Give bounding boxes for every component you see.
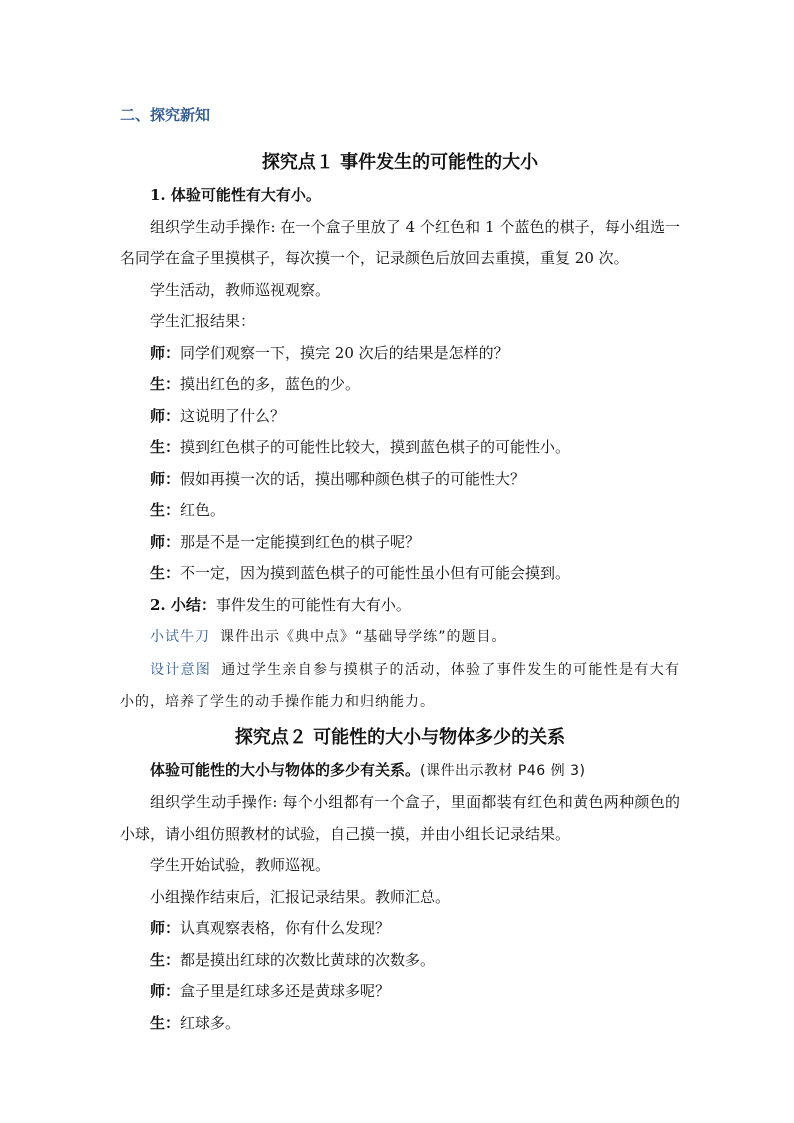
part1-summary [120, 590, 680, 622]
dialog-text: 那是不是一定能摸到红色的棋子呢？ [180, 532, 421, 551]
part1-report: 学生汇报结果： [150, 312, 256, 330]
part2-title: 探究点２ 可能性的大小与物体多少的关系 [234, 726, 566, 748]
dialog-text: 都是摸出红球的次数比黄球的次数多。 [180, 950, 436, 969]
speaker-teacher: 师： [150, 406, 181, 425]
dialog-line [120, 945, 680, 977]
dialog-line [120, 338, 680, 370]
dialog-text: 红色。 [180, 501, 226, 519]
dialog-line [120, 558, 680, 590]
speaker-teacher: 师： [150, 532, 181, 551]
part2-start: 学生开始试验，教师巡视。 [150, 856, 331, 874]
dialog-text: 摸到红色棋子的可能性比较大，摸到蓝色棋子的可能性小。 [180, 438, 571, 456]
dialog-line [120, 976, 680, 1008]
dialog-text: 同学们观察一下，摸完 20 次后的结果是怎样的？ [180, 343, 509, 362]
summary-text: 事件发生的可能性有大有小。 [215, 595, 411, 614]
part2-operation: 组织学生动手操作: 每个小组都有一个盒子，里面都装有红色和黄色两种颜色的小球，请小组仿照教材的试验，自己摸一摸，并由小组长记录结果。 [120, 793, 680, 843]
design-intent [120, 654, 680, 719]
speaker-student: 生： [150, 438, 181, 456]
part2-point-ref: (课件出示教材 P46 例 3) [420, 762, 586, 779]
part1-operation: 组织学生动手操作: 在一个盒子里放了 4 个红色和 1 个蓝色的棋子，每小组选一名同学在盒子里摸棋子，每次摸一个，记录颜色后放回去重摸，重复 20 次。 [120, 217, 680, 267]
part2-point [120, 755, 680, 788]
dialog-text: 摸出红色的多，蓝色的少。 [180, 375, 361, 393]
dialog-text: 这说明了什么？ [180, 406, 286, 425]
dialog-text: 认真观察表格，你有什么发现？ [180, 919, 391, 937]
speaker-student: 生： [150, 1013, 181, 1032]
speaker-teacher: 师： [150, 469, 181, 488]
design-tag: 设计意图 [150, 661, 212, 678]
document-body [120, 94, 680, 1039]
speaker-student: 生： [150, 950, 181, 969]
speaker-teacher: 师： [150, 343, 181, 362]
speaker-student: 生： [150, 375, 181, 393]
part1-point1: 1. 体验可能性有大有小。 [150, 186, 321, 204]
dialog-line [120, 464, 680, 496]
dialog-line [120, 527, 680, 559]
dialog-text: 不一定，因为摸到蓝色棋子的可能性虽小但有可能会摸到。 [180, 564, 571, 582]
trial-tag: 小试牛刀 [150, 629, 210, 645]
dialog-text: 盒子里是红球多还是黄球多呢？ [180, 982, 391, 1000]
dialog-line [120, 495, 680, 527]
dialog-text: 假如再摸一次的话，摸出哪种颜色棋子的可能性大？ [180, 469, 526, 488]
part1-title: 探究点１ 事件发生的可能性的大小 [261, 152, 539, 173]
speaker-student: 生： [150, 564, 181, 582]
trial-text: 课件出示《典中点》“基础导学练”的题目。 [220, 629, 507, 645]
dialog-line [120, 401, 680, 433]
trial-line [120, 621, 680, 654]
speaker-teacher: 师： [150, 919, 181, 937]
dialog-line [120, 432, 680, 464]
summary-label: 2. 小结： [150, 595, 216, 614]
part2-after: 小组操作结束后，汇报记录结果。教师汇总。 [150, 887, 451, 906]
part2-point-bold: 体验可能性的大小与物体的多少有关系。 [150, 760, 421, 779]
section-title: 二、探究新知 [120, 106, 211, 124]
dialog-text: 红球多。 [180, 1013, 241, 1032]
dialog-line [120, 369, 680, 401]
part1-activity: 学生活动，教师巡视观察。 [150, 280, 331, 299]
speaker-student: 生： [150, 501, 181, 519]
design-text: 通过学生亲自参与摸棋子的活动，体验了事件发生的可能性是有大有小的，培养了学生的动手操作能力和归纳能力。 [120, 661, 681, 710]
dialog-line [120, 1008, 680, 1040]
speaker-teacher: 师： [150, 982, 181, 1000]
dialog-line [120, 913, 680, 945]
